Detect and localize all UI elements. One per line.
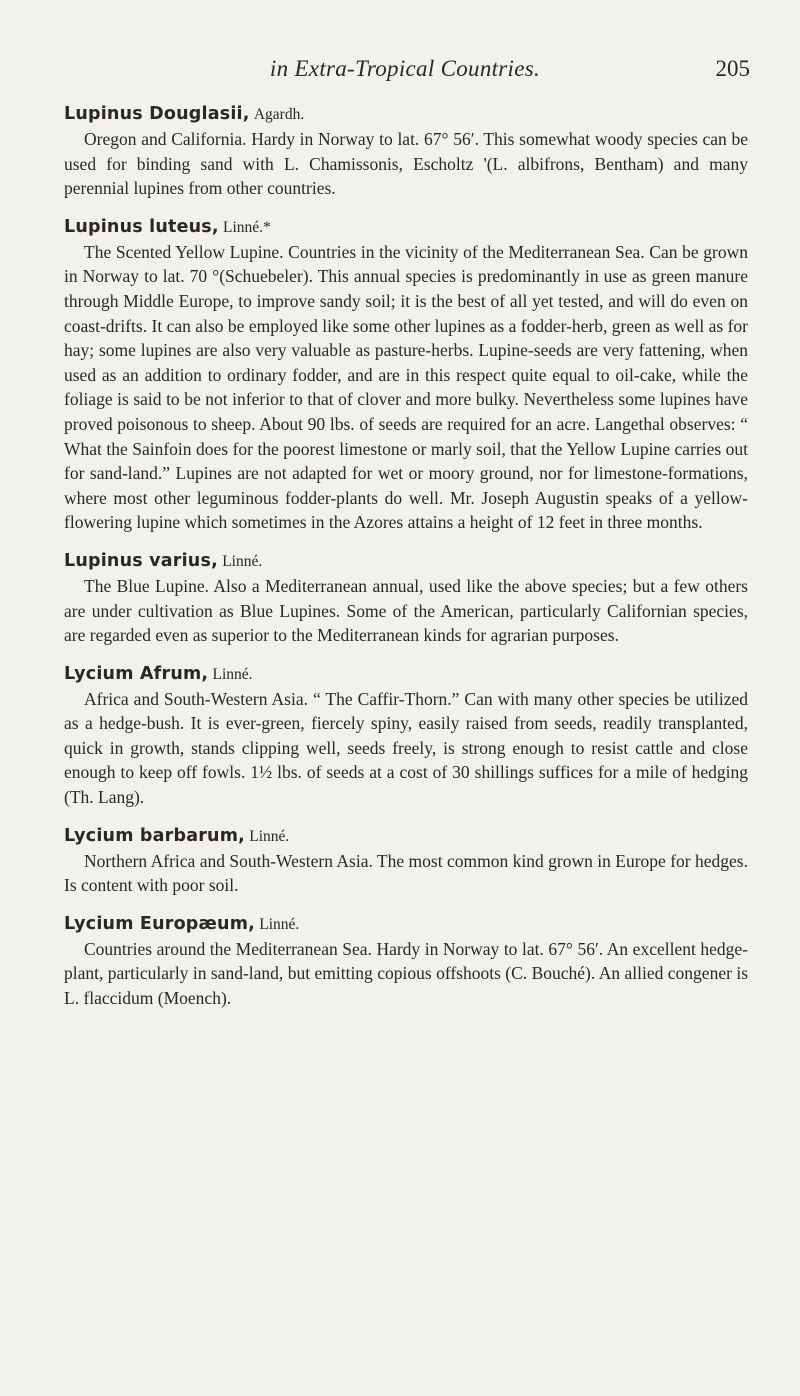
- entry-text: Oregon and California. Hardy in Norway to lat. 67° 56′. This somewhat woody species can be used for binding sand with L. Chamissonis, Escholtz '(L. albifrons, Bentham) and many perennial lupines from other countries.: [64, 129, 748, 199]
- entry-lupinus-douglasii: [64, 102, 748, 201]
- species-authority: Linné.: [249, 827, 290, 845]
- entry-lycium-afrum: [64, 662, 748, 810]
- species-authority: Agardh.: [253, 106, 305, 123]
- page-number: 205: [715, 56, 750, 81]
- page-content: [64, 102, 748, 1025]
- entry-heading: [64, 824, 748, 849]
- entry-lupinus-luteus: [64, 215, 748, 535]
- entry-text: Northern Africa and South-Western Asia. The most common kind grown in Europe for hedges. Is content with poor soil.: [64, 850, 748, 896]
- species-name: Lupinus Douglasii,: [64, 104, 250, 124]
- running-title: in Extra-Tropical Countries.: [269, 56, 541, 81]
- entry-lycium-europaeum: [64, 912, 748, 1011]
- species-name: Lupinus luteus,: [64, 216, 219, 237]
- species-name: Lycium Afrum,: [64, 663, 209, 684]
- running-head: [60, 56, 750, 86]
- species-name: Lupinus varius,: [64, 550, 218, 571]
- species-authority: Linné.: [222, 552, 263, 570]
- entry-heading: [64, 215, 748, 240]
- entry-heading: [64, 912, 748, 937]
- entry-heading: [64, 102, 748, 127]
- species-authority: Linné.*: [223, 218, 271, 236]
- entry-text: The Scented Yellow Lupine. Countries in the vicinity of the Mediterranean Sea. Can be grown in Norway to lat. 70 °(Schuebeler). This annual species is predominantly in use as green manure through Middle Europe, to improve sandy soil; it is the best of all yet tested, and will do even on coast-drifts. It can also be employed like some other lupines as a fodder-herb, green as well as for hay; some lupines are also very valuable as pasture-herbs. Lupine-seeds are very fattening, when used as an addition to ordinary fodder, and are in this respect quite equal to oil-cake, while the foliage is said to be not inferior to that of clover and more bulky. Nevertheless some lupines have proved poisonous to sheep. About 90 lbs. of seeds are required for an acre. Langethal observes: “ What the Sainfoin does for the poorest limestone or marly soil, that the Yellow Lupine carries out for sand-land.” Lupines are not adapted for wet or moory ground, nor for limestone-formations, where most other leguminous fodder-plants do well. Mr. Joseph Augustin speaks of a yellow-flowering lupine which sometimes in the Azores attains a height of 12 feet in three months.: [64, 241, 748, 533]
- entry-text: Africa and South-Western Asia. “ The Caffir-Thorn.” Can with many other species be utilized as a hedge-bush. It is ever-green, fiercely spiny, easily raised from seeds, readily transplanted, quick in growth, stands clipping well, seeds freely, is strong enough to resist cattle and close enough to keep off fowls. 1½ lbs. of seeds at a cost of 30 shillings suffices for a mile of hedging (Th. Lang).: [64, 688, 748, 808]
- species-authority: Linné.: [212, 665, 253, 683]
- entry-heading: [64, 549, 748, 574]
- species-authority: Linné.: [259, 915, 300, 933]
- species-name: Lycium Europæum,: [64, 913, 256, 934]
- entry-text: The Blue Lupine. Also a Mediterranean annual, used like the above species; but a few others are under cultivation as Blue Lupines. Some of the American, particularly Californian species, are regarded even as superior to the Mediterranean kinds for agrarian purposes.: [64, 575, 748, 646]
- species-name: Lycium barbarum,: [64, 825, 246, 846]
- entry-lupinus-varius: [64, 549, 748, 648]
- entry-lycium-barbarum: [64, 824, 748, 898]
- entry-heading: [64, 662, 748, 687]
- entry-text: Countries around the Mediterranean Sea. Hardy in Norway to lat. 67° 56′. An excellent hedge-plant, particularly in sand-land, but emitting copious offshoots (C. Bouché). An allied congener is L. flaccidum (Moench).: [64, 938, 748, 1009]
